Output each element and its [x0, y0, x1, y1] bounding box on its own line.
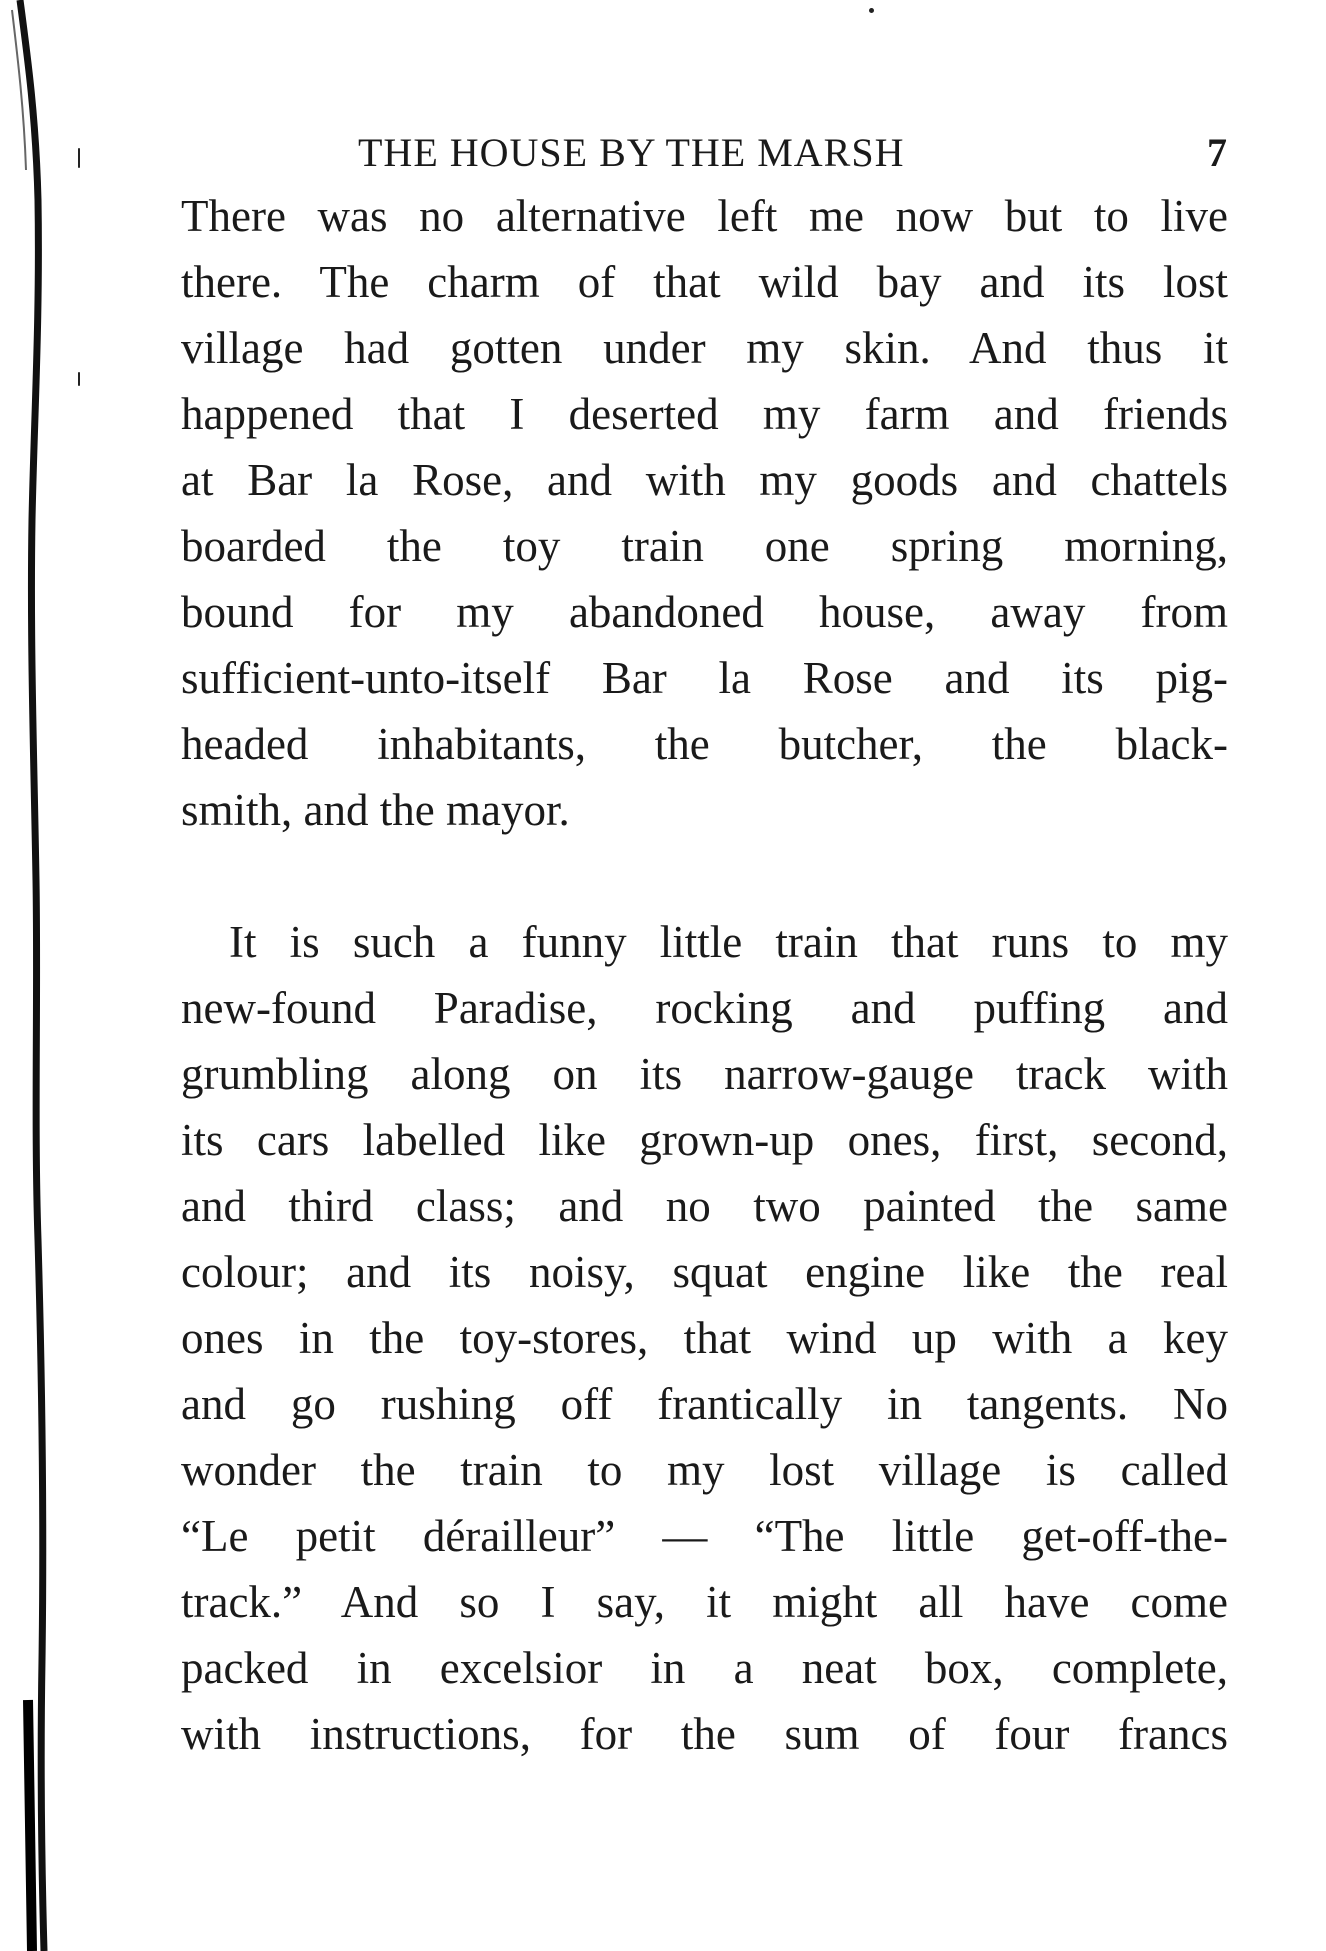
- text-line: there. The charm of that wild bay and its lost: [181, 257, 1228, 307]
- text-line: track.” And so I say, it might all have come: [181, 1577, 1228, 1627]
- text-line: with instructions, for the sum of four francs: [181, 1709, 1228, 1759]
- text-line: happened that I deserted my farm and friends: [181, 389, 1228, 439]
- running-head: THE HOUSE BY THE MARSH: [358, 130, 905, 175]
- text-line: smith, and the mayor.: [181, 785, 570, 835]
- text-line: boarded the toy train one spring morning,: [181, 521, 1228, 571]
- text-line: ones in the toy-stores, that wind up with a key: [181, 1313, 1228, 1363]
- text-line: packed in excelsior in a neat box, complete,: [181, 1643, 1228, 1693]
- text-line: colour; and its noisy, squat engine like the real: [181, 1247, 1228, 1297]
- ink-speck: [869, 8, 874, 13]
- paragraph: [181, 909, 1228, 1767]
- book-page: [181, 125, 1228, 1767]
- text-line: its cars labelled like grown-up ones, first, second,: [181, 1115, 1228, 1165]
- text-line: and third class; and no two painted the same: [181, 1181, 1228, 1231]
- ink-speck: [78, 372, 80, 386]
- page-binding-edge: [0, 0, 60, 1951]
- page-header: [181, 125, 1228, 183]
- text-line: new-found Paradise, rocking and puffing and: [181, 983, 1228, 1033]
- text-line: It is such a funny little train that runs to my: [229, 917, 1228, 967]
- text-line: and go rushing off frantically in tangents. No: [181, 1379, 1228, 1429]
- text-line: headed inhabitants, the butcher, the black-: [181, 719, 1228, 769]
- text-line: at Bar la Rose, and with my goods and chattels: [181, 455, 1228, 505]
- text-line: wonder the train to my lost village is called: [181, 1445, 1228, 1495]
- text-line: There was no alternative left me now but to live: [181, 191, 1228, 241]
- text-line: “Le petit dérailleur” — “The little get-off-the-: [181, 1511, 1228, 1561]
- text-line: sufficient-unto-itself Bar la Rose and its pig-: [181, 653, 1228, 703]
- ink-speck: [78, 148, 80, 168]
- text-line: grumbling along on its narrow-gauge track with: [181, 1049, 1228, 1099]
- paragraph-break: [181, 843, 1228, 909]
- text-line: bound for my abandoned house, away from: [181, 587, 1228, 637]
- text-line: village had gotten under my skin. And thus it: [181, 323, 1228, 373]
- page-number: 7: [1207, 130, 1228, 175]
- paragraph: [181, 183, 1228, 843]
